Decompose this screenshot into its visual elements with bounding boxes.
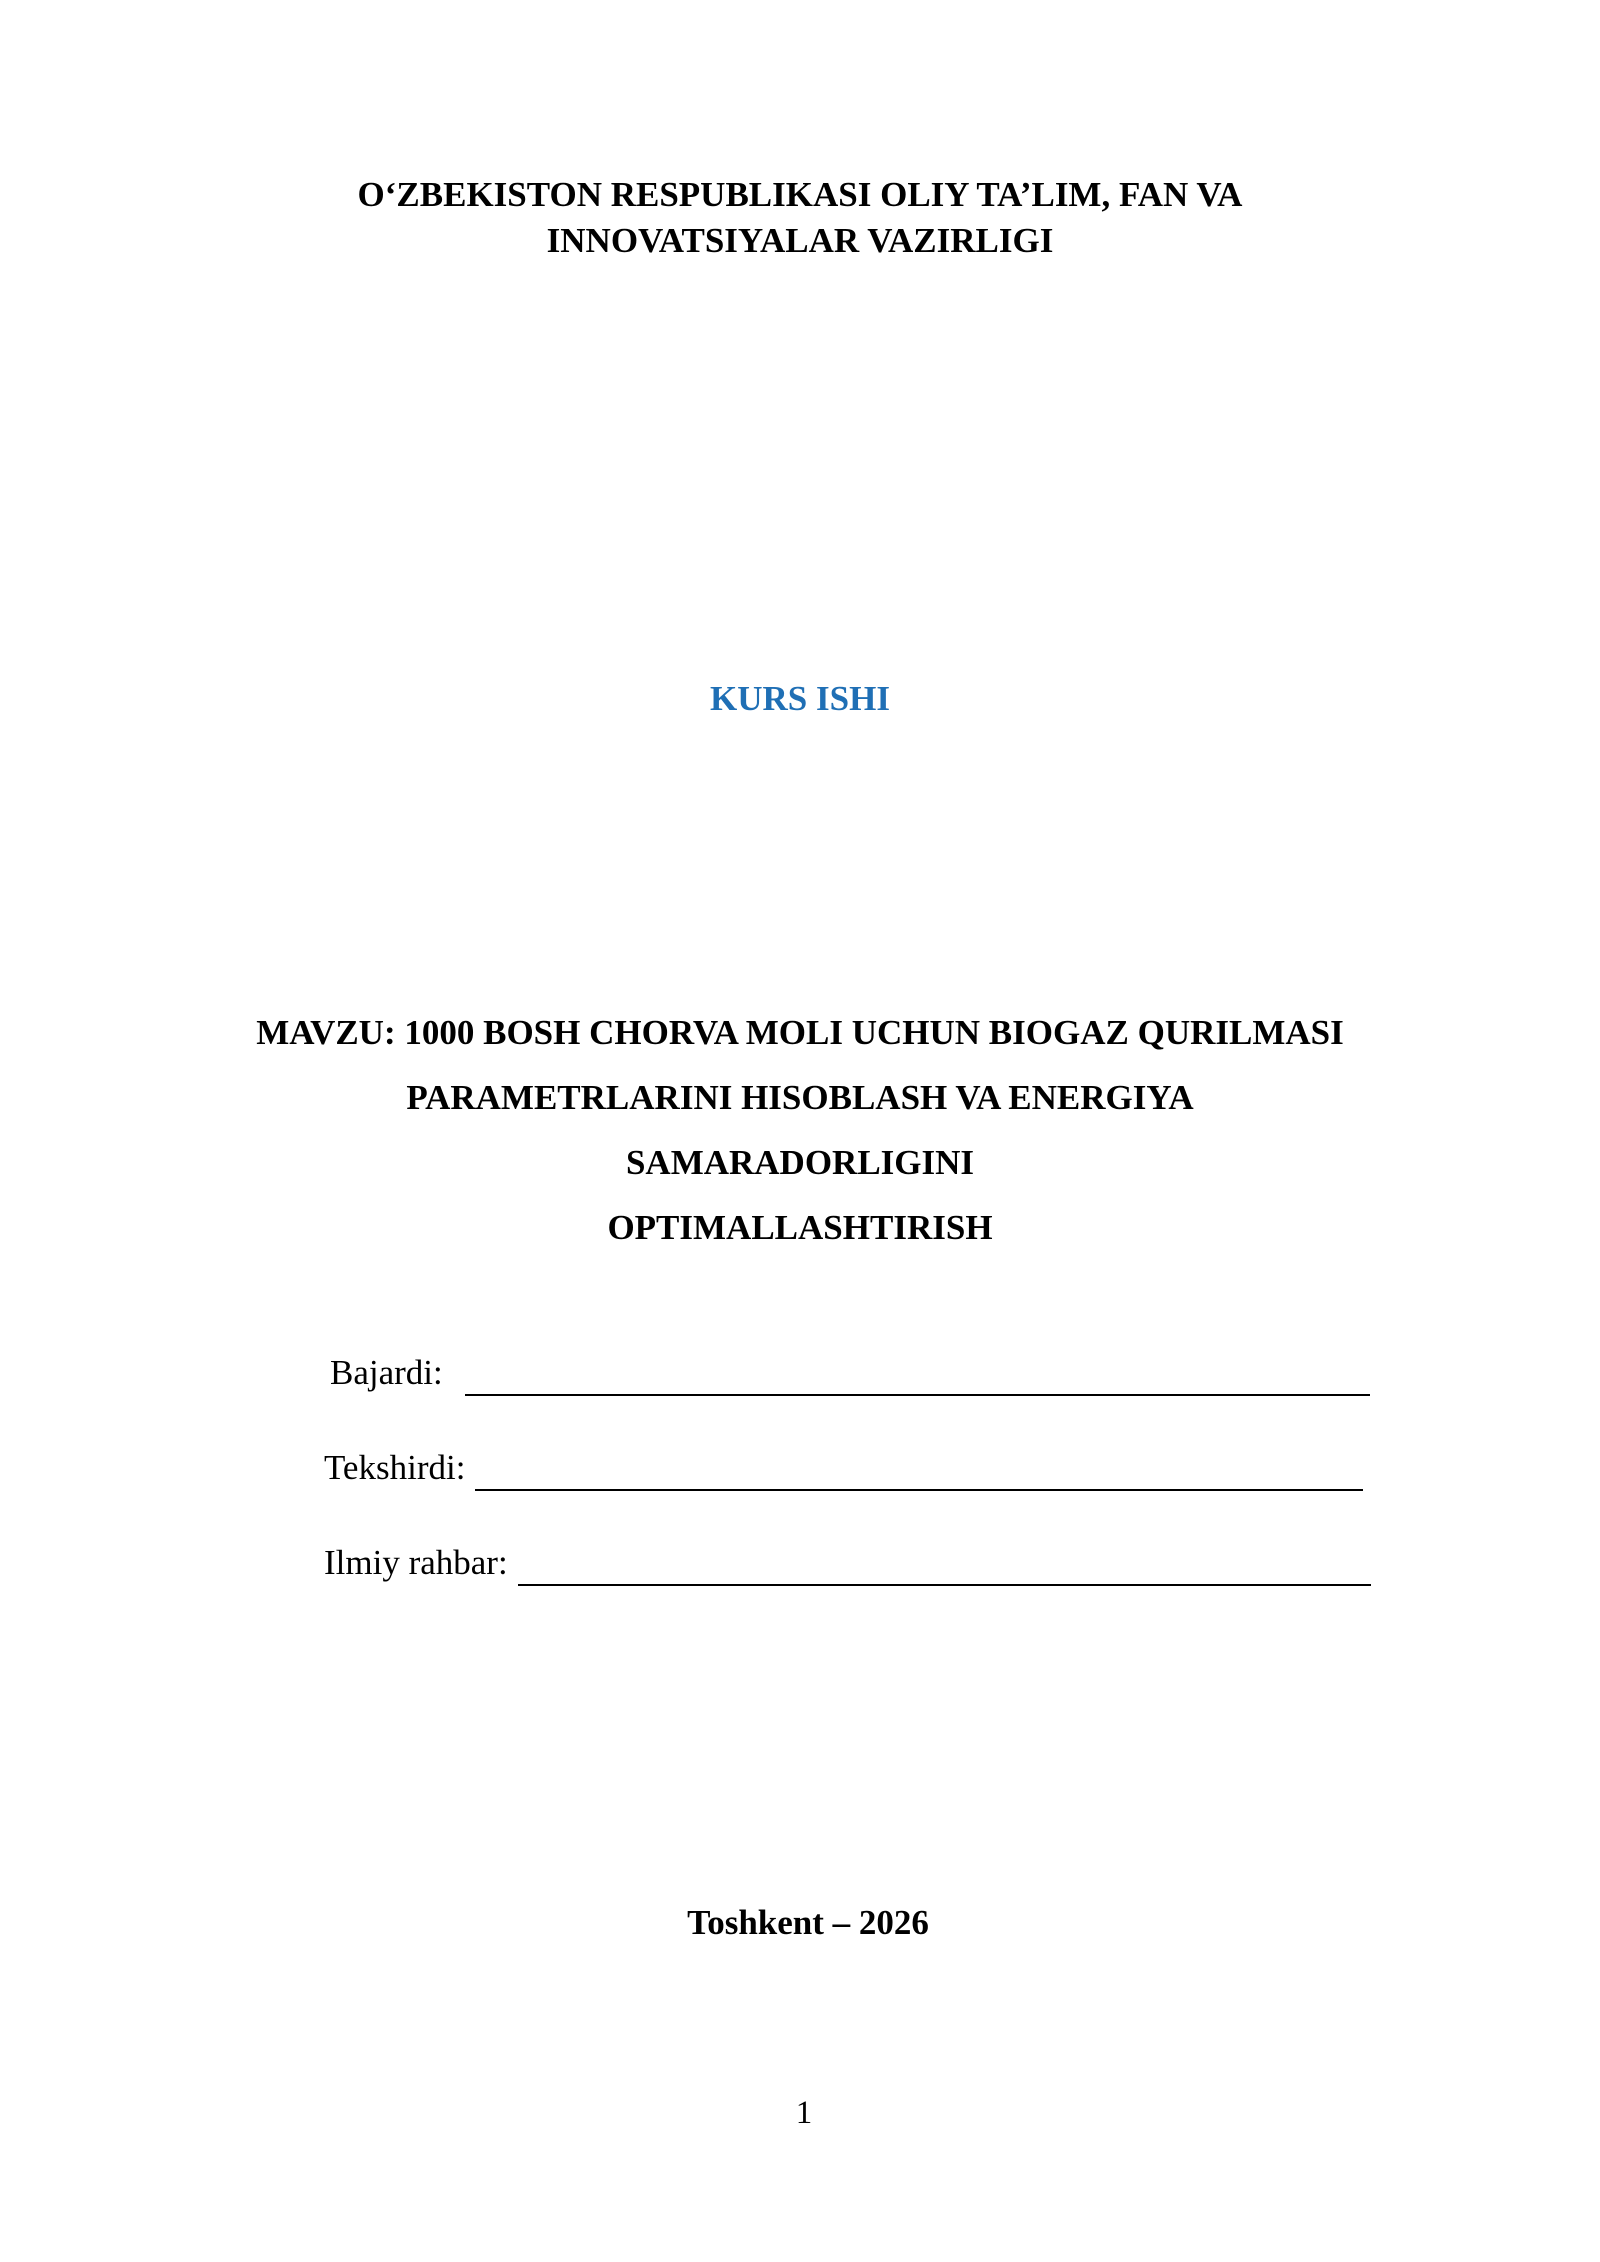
performed-by-label: Bajardi: [330, 1353, 443, 1392]
performed-by-line [465, 1358, 1370, 1396]
checked-by-line [475, 1453, 1363, 1491]
ministry-header [0, 172, 1600, 264]
signature-supervisor [324, 1540, 1371, 1586]
topic-line-2: PARAMETRLARINI HISOBLASH VA ENERGIYA [406, 1078, 1194, 1117]
topic-line-1: MAVZU: 1000 BOSH CHORVA MOLI UCHUN BIOGAZ QURILMASI [256, 1013, 1344, 1052]
ministry-line-2: INNOVATSIYALAR VAZIRLIGI [546, 221, 1054, 260]
signature-checked-by [324, 1445, 1363, 1491]
document-type-title: KURS ISHI [710, 679, 890, 718]
supervisor-label: Ilmiy rahbar: [324, 1543, 508, 1582]
page-number: 1 [795, 2095, 813, 2131]
topic-line-4: OPTIMALLASHTIRISH [607, 1208, 993, 1247]
city-year: Toshkent – 2026 [687, 1903, 929, 1942]
topic-title [0, 1000, 1600, 1260]
ministry-line-1: O‘ZBEKISTON RESPUBLIKASI OLIY TA’LIM, FAN VA [357, 175, 1243, 214]
topic-line-3: SAMARADORLIGINI [625, 1143, 975, 1182]
checked-by-label: Tekshirdi: [324, 1448, 466, 1487]
signature-performed-by [330, 1350, 1370, 1396]
supervisor-line [518, 1548, 1371, 1586]
